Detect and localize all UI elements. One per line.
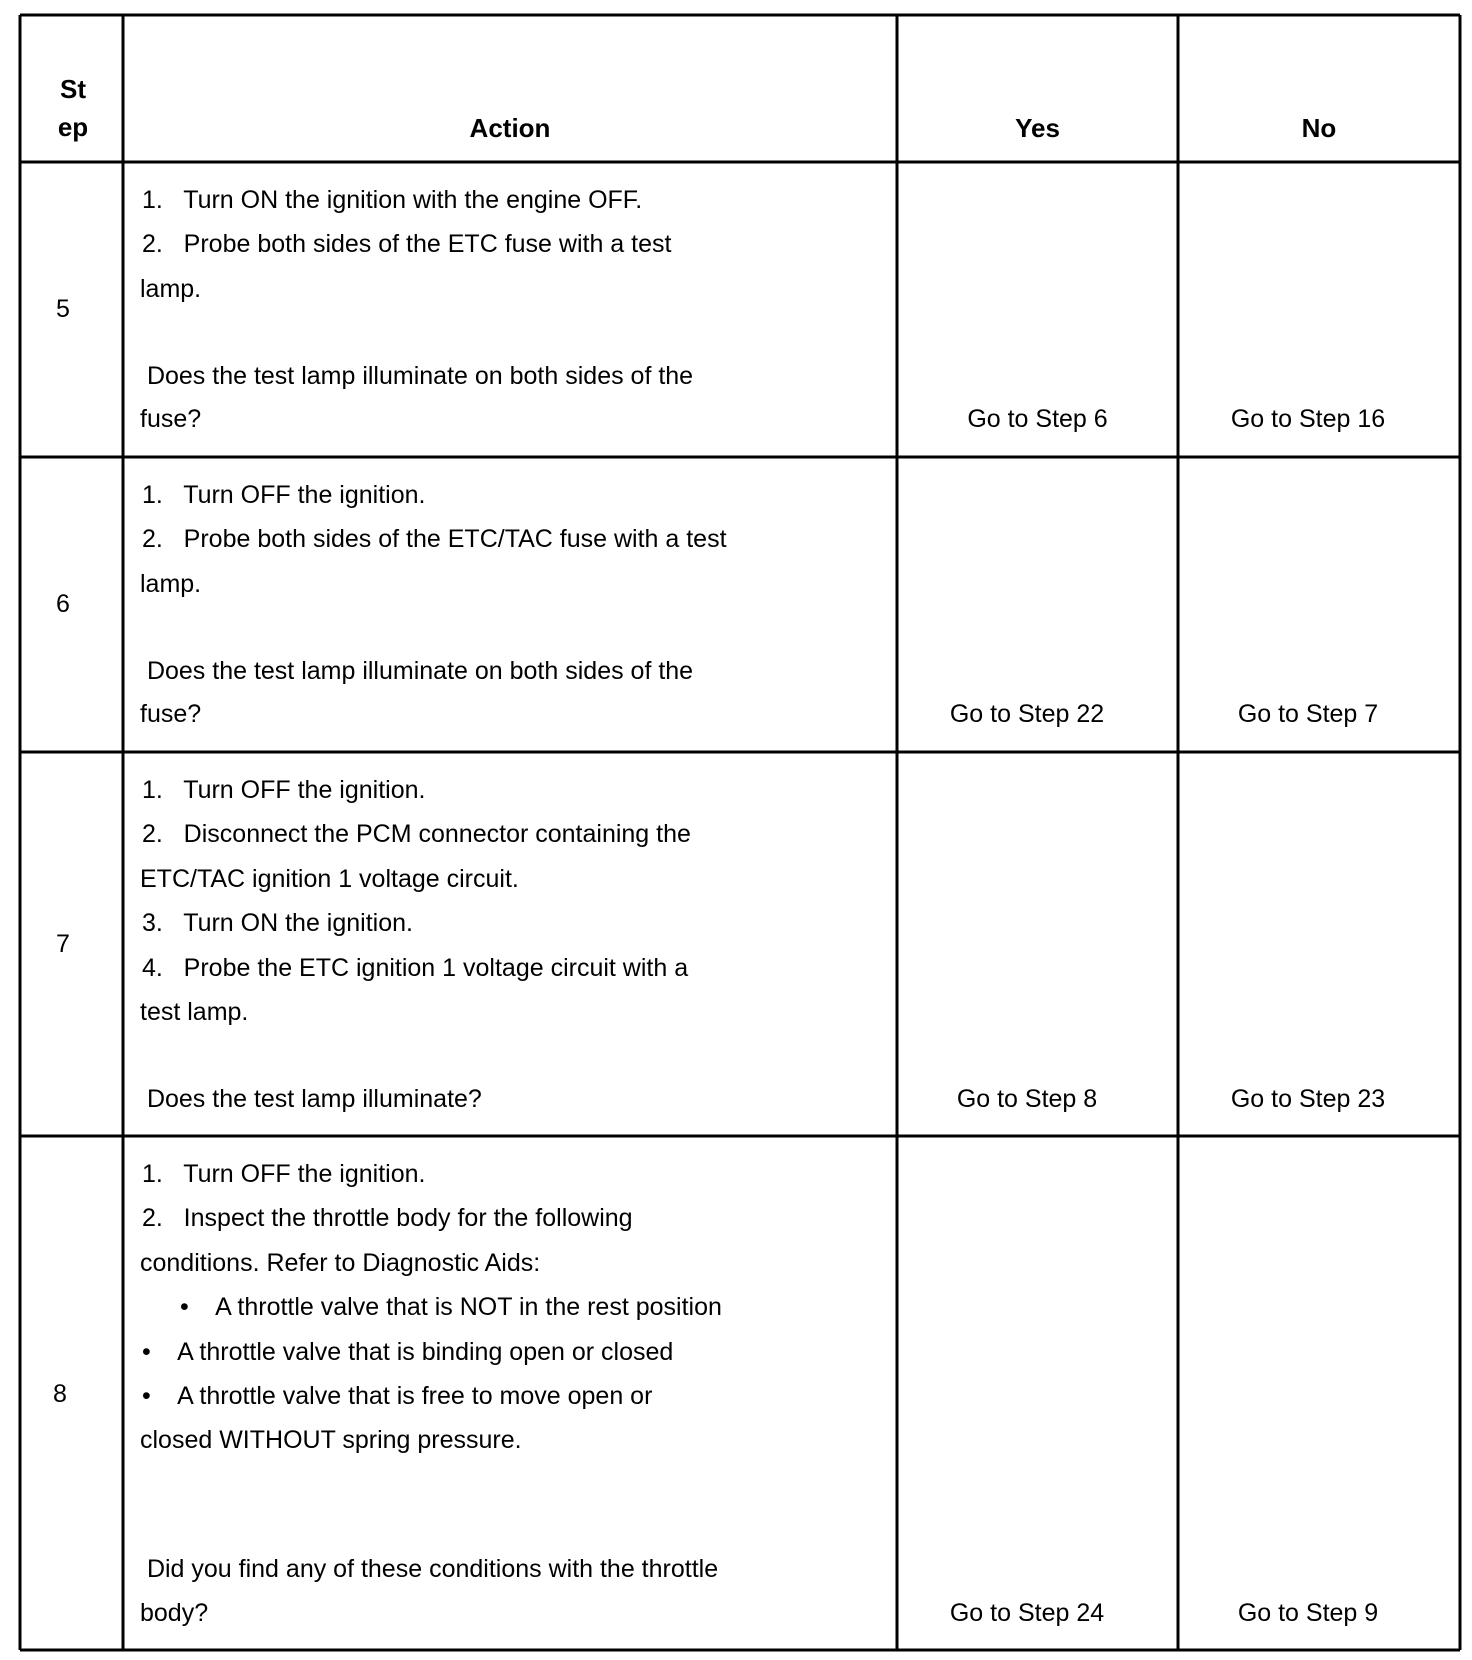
- action-line: conditions. Refer to Diagnostic Aids:: [140, 1249, 541, 1277]
- action-line: ETC/TAC ignition 1 voltage circuit.: [140, 865, 519, 893]
- action-line: 2. Probe both sides of the ETC fuse with a test: [142, 230, 672, 258]
- action-line: closed WITHOUT spring pressure.: [140, 1426, 522, 1454]
- yes-result: Go to Step 22: [949, 700, 1105, 728]
- header-step-line1: St: [60, 74, 86, 104]
- action-line: test lamp.: [140, 998, 249, 1026]
- action-question: fuse?: [140, 700, 202, 728]
- action-bullet: • A throttle valve that is NOT in the rest position: [180, 1293, 722, 1321]
- no-result: Go to Step 23: [1230, 1085, 1386, 1113]
- header-step-line2: ep: [57, 112, 89, 142]
- step-number: 5: [56, 295, 70, 323]
- action-line: 1. Turn OFF the ignition.: [142, 1160, 426, 1188]
- header-no: No: [1301, 113, 1337, 143]
- action-line: 3. Turn ON the ignition.: [142, 909, 413, 937]
- yes-result: Go to Step 24: [949, 1599, 1105, 1627]
- header-yes: Yes: [1015, 113, 1060, 143]
- action-line: lamp.: [140, 570, 202, 598]
- action-question: Does the test lamp illuminate?: [140, 1085, 482, 1113]
- yes-result: Go to Step 8: [956, 1085, 1098, 1113]
- action-question: Does the test lamp illuminate on both sides of the: [140, 657, 694, 685]
- action-bullet: • A throttle valve that is free to move open or: [142, 1382, 653, 1410]
- action-line: 1. Turn OFF the ignition.: [142, 776, 426, 804]
- step-number: 7: [56, 930, 70, 958]
- step-number: 6: [56, 590, 70, 618]
- action-line: 2. Inspect the throttle body for the following: [142, 1204, 633, 1232]
- action-question: Did you find any of these conditions with the throttle: [140, 1555, 719, 1583]
- action-line: 2. Disconnect the PCM connector containing the: [142, 820, 691, 848]
- action-line: lamp.: [140, 275, 202, 303]
- action-line: 2. Probe both sides of the ETC/TAC fuse with a test: [142, 525, 727, 553]
- header-step: [23, 70, 123, 146]
- no-result: Go to Step 7: [1237, 700, 1379, 728]
- action-question: Does the test lamp illuminate on both sides of the: [140, 362, 694, 390]
- yes-result: Go to Step 6: [967, 405, 1108, 433]
- header-action: Action: [469, 113, 551, 143]
- no-result: Go to Step 16: [1230, 405, 1386, 433]
- action-line: 1. Turn OFF the ignition.: [142, 481, 426, 509]
- action-bullet: • A throttle valve that is binding open or closed: [142, 1338, 674, 1366]
- action-line: 4. Probe the ETC ignition 1 voltage circuit with a: [142, 954, 689, 982]
- no-result: Go to Step 9: [1237, 1599, 1379, 1627]
- action-question: body?: [140, 1599, 209, 1627]
- step-number: 8: [53, 1380, 67, 1408]
- action-line: 1. Turn ON the ignition with the engine OFF.: [142, 186, 643, 214]
- action-question: fuse?: [140, 405, 202, 433]
